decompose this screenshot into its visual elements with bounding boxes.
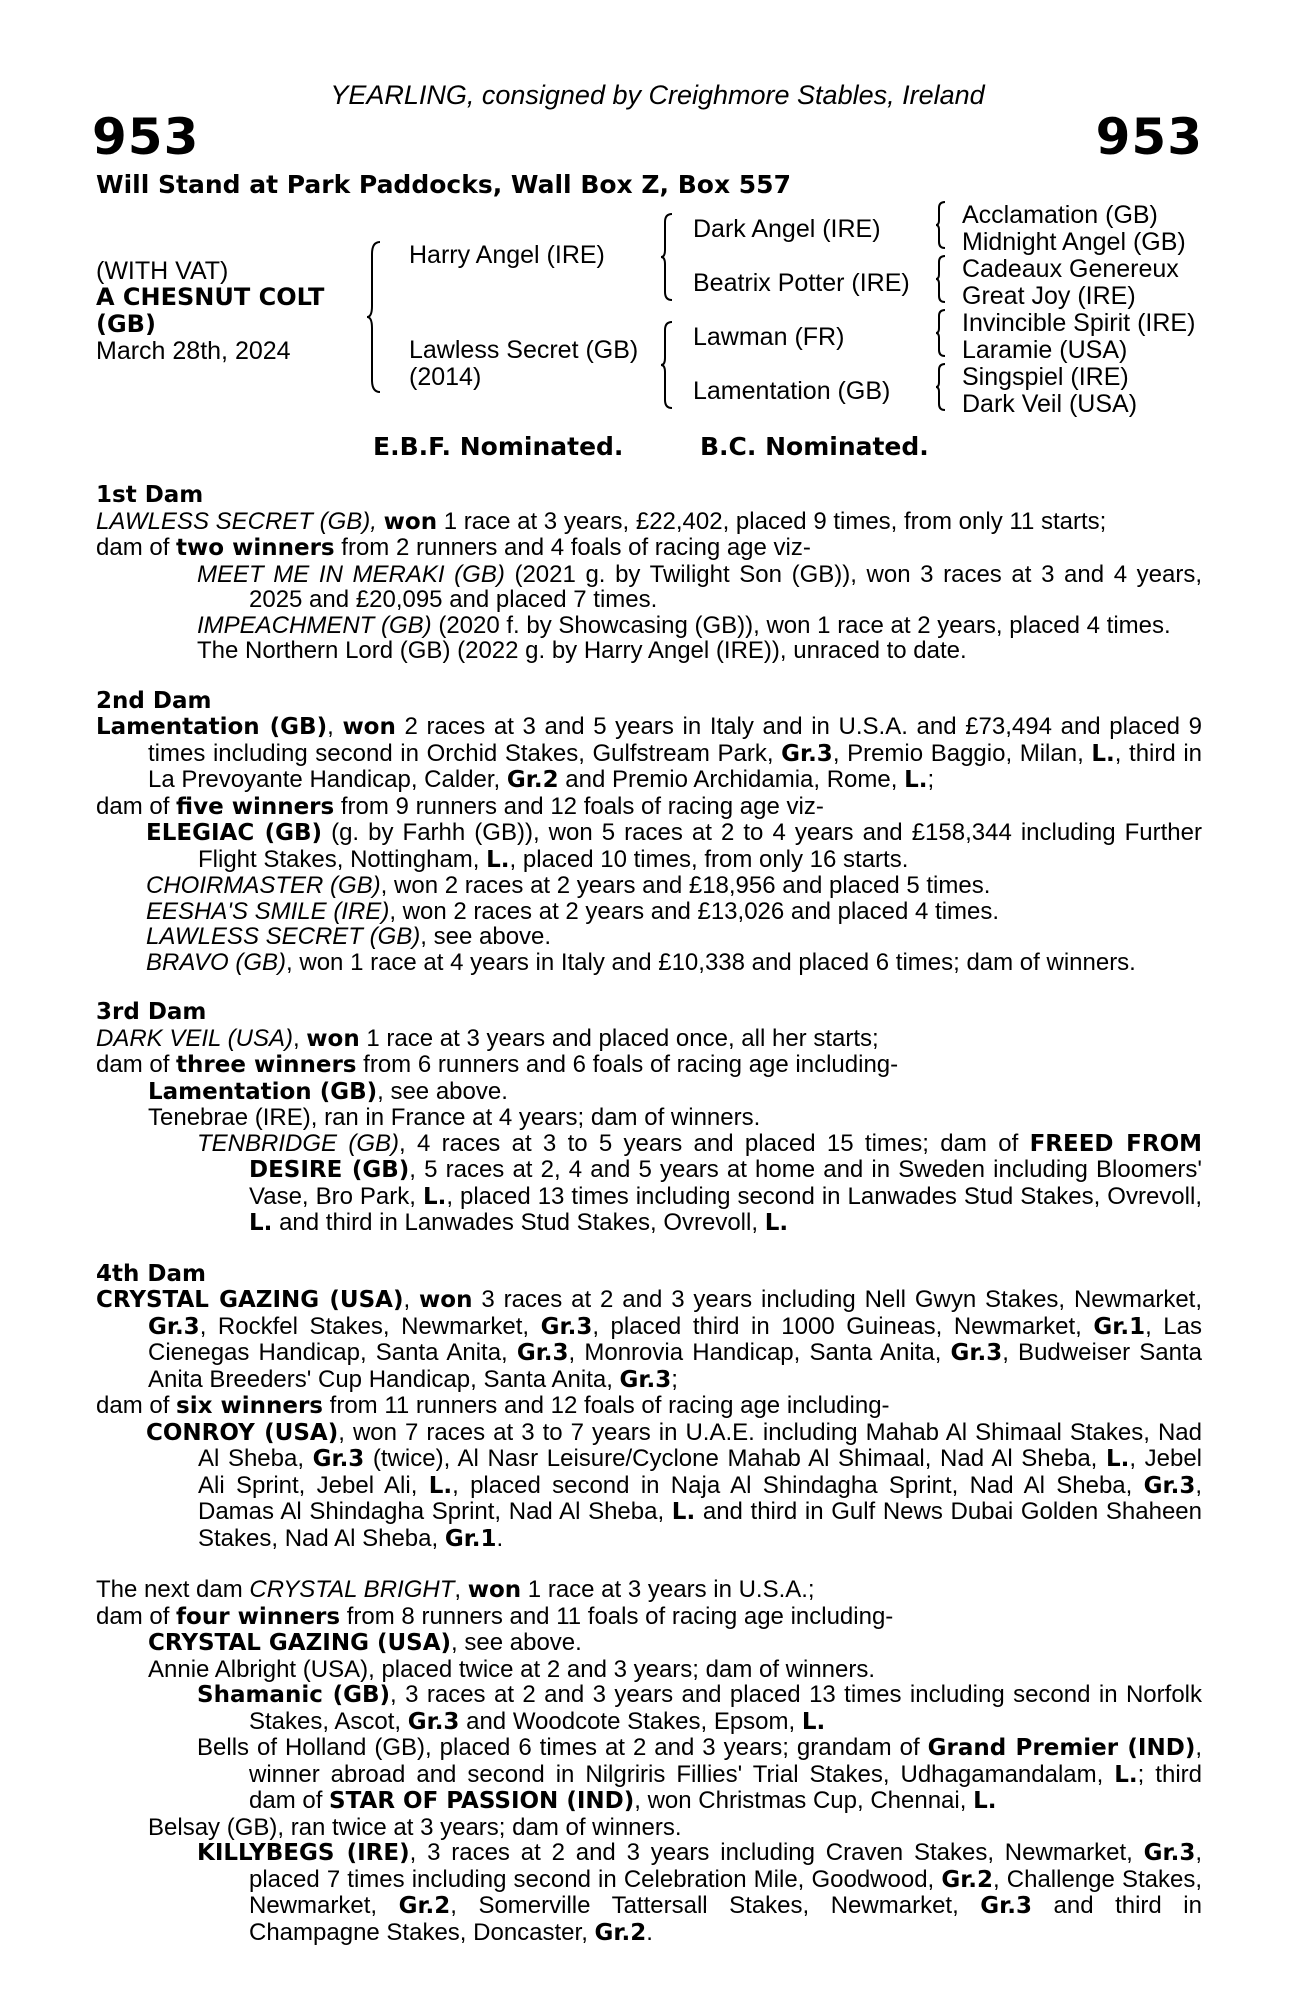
next-offspring-3: Belsay (GB), ran twice at 3 years; dam of winners. [148,1813,682,1841]
next-grandoffspring-1 [96,1682,1202,1735]
offspring-name: MEET ME IN MERAKI (GB) [197,560,505,588]
listed: L. [1091,740,1115,767]
t: , Jebel Ali Sprint, Jebel Ali, [198,1445,1203,1499]
grade: Gr.3 [950,1340,1003,1366]
dam1-record-text: 1 race at 3 years, £22,402, placed 9 times, from only 11 starts; [437,507,1107,535]
dam2-offspring-1 [96,820,1202,873]
listed: L. [764,1210,789,1236]
t: , [292,1024,307,1052]
t: , placed third in 1000 Guineas, Newmarket, [592,1312,1094,1340]
t: (g. by Farhh (GB)), won 5 races at 2 to 4 years and £158,344 including Further Flight Stakes, Nottingham, [198,819,1202,873]
t: The next dam [96,1576,250,1603]
grade: Gr.3 [781,740,833,767]
offspring-record: (2020 f. by Showcasing (GB)), won 1 race at 2 years, placed 4 times. [431,611,1171,639]
dam2-produce [96,794,1202,821]
grandparent-1: Acclamation (GB) [962,201,1158,229]
t: , won 2 races at 2 years and £18,956 and placed 5 times. [380,872,991,899]
dam-records [96,483,1202,1946]
listed: L. [973,1788,997,1814]
t: , Challenge Stakes, Newmarket, [249,1865,1202,1919]
pedigree-brace-g56 [935,308,951,358]
dam3-heading: 3rd Dam [96,999,207,1025]
t: and third in Lanwades Stud Stakes, Ovrevoll, [272,1209,765,1236]
pedigree-brace-sire [660,212,680,302]
dam3-name: DARK VEIL (USA) [96,1024,293,1052]
grade: Gr.1 [1093,1313,1146,1340]
t: ; third dam of [249,1760,1202,1814]
t: , placed 13 times including second in Lanwades Stud Stakes, Ovrevoll, [446,1182,1202,1210]
t: and third in Champagne Stakes, Doncaster, [249,1892,1202,1946]
t: , won 2 races at 2 years and £13,026 and placed 4 times. [389,897,1000,925]
dam3-winners: three winners [176,1052,357,1078]
pedigree-brace-g78 [935,362,951,412]
t: , placed 7 times including second in Celebration Mile, Goodwood, [249,1839,1202,1893]
t: , winner abroad and second in Nilgriris Fillies' Trial Stakes, Udhagamandalam, [249,1734,1203,1788]
next-grandoffspring-2 [96,1735,1202,1815]
t: , 4 races at 3 to 5 years and placed 15 times; dam of [398,1129,1030,1157]
listed: L. [671,1499,696,1525]
next-dam-winners: four winners [176,1603,341,1630]
t: dam of [96,1051,177,1078]
dam1-name: LAWLESS SECRET (GB), [96,507,377,535]
ebf-nominated: E.B.F. Nominated. [373,432,624,461]
t: from 9 runners and 12 foals of racing age viz- [334,792,824,820]
grade: Gr.3 [540,1313,593,1340]
t: and third in Gulf News Dubai Golden Shaheen Stakes, Nad Al Sheba, [198,1498,1202,1552]
dam4-winners: six winners [176,1393,323,1419]
listed: L. [428,1472,453,1499]
grade: Gr.3 [980,1893,1032,1919]
t: , Monrovia Handicap, Santa Anita, [568,1339,951,1366]
bc-nominated: B.C. Nominated. [700,432,929,461]
t: 1 race at 3 years in U.S.A.; [521,1576,815,1603]
lot-number-right: 953 [1095,108,1203,166]
grade: Gr.3 [516,1340,569,1366]
offspring-name: ELEGIAC (GB) [146,820,323,846]
t: , [454,1576,468,1603]
t: 1 race at 3 years and placed once, all her starts; [359,1024,879,1052]
dam1-produce-c: from 2 runners and 4 foals of racing age viz- [334,534,811,561]
grade: Gr.2 [398,1893,451,1919]
dam3-offspring-1 [96,1079,1202,1106]
t: (twice), Al Nasr Leisure/Cyclone Mahab Al Shimaal, Nad Al Sheba, [364,1445,1106,1472]
t: 3 races at 2 and 3 years including Nell Gwyn Stakes, Newmarket, [472,1286,1203,1313]
dam1-offspring-2 [96,613,1202,639]
t: dam of [96,1602,177,1630]
t: , Premio Baggio, Milan, [832,739,1092,767]
pedigree-brace-g34 [935,254,951,304]
dam1-won: won [383,508,438,535]
offspring-name: TENBRIDGE (GB) [197,1129,399,1157]
offspring-name: EESHA'S SMILE (IRE) [146,897,390,925]
offspring-name: CHOIRMASTER (GB) [146,872,381,899]
dam-dam: Lamentation (GB) [693,377,891,405]
next-dam-name: CRYSTAL BRIGHT [249,1576,455,1603]
dam1-winners: two winners [176,535,335,561]
grade: Gr.3 [1143,1472,1196,1499]
dam4-record [96,1287,1202,1393]
t: , placed second in Naja Al Shindagha Sprint, Nad Al Sheba, [452,1471,1144,1499]
offspring-name: CONROY (USA) [146,1419,339,1446]
grade: Gr.2 [594,1919,647,1946]
grade: Gr.3 [619,1366,672,1393]
grandparent-4: Great Joy (IRE) [962,282,1136,310]
t: , see above. [420,923,552,950]
dam3-produce [96,1052,1202,1079]
t: , won 1 race at 4 years in Italy and £10,338 and placed 6 times; dam of winners. [286,948,1136,976]
grade: Gr.2 [941,1866,993,1893]
grade: Gr.3 [312,1446,365,1472]
grade: Gr.3 [148,1313,200,1340]
dam1-offspring-1 [96,562,1202,613]
dam2-offspring-4 [96,924,1202,950]
next-dam-produce [96,1604,1202,1631]
dam2-winners: five winners [176,793,335,820]
t: , third in La Prevoyante Handicap, Calder, [148,739,1203,793]
dam2-name: Lamentation (GB) [96,714,328,740]
grandparent-5: Invincible Spirit (IRE) [962,309,1196,337]
dam2-offspring-2 [96,873,1202,899]
offspring-name: BRAVO (GB) [146,948,287,976]
t: Bells of Holland (GB), placed 6 times at 2 and 3 years; grandam of [197,1734,928,1761]
t: . [496,1524,504,1552]
horse-name-line1: A CHESNUT COLT [96,283,325,311]
t: , placed 10 times, from only 16 starts. [509,845,909,873]
t: dam of [96,1392,177,1419]
grade: Gr.3 [407,1708,460,1735]
next-dam-won: won [467,1577,522,1603]
t: and Premio Archidamia, Rome, [558,766,905,793]
grade: Gr.1 [444,1525,497,1552]
dam4-offspring-1 [96,1420,1202,1553]
dam3-record [96,1026,1202,1053]
t: from 11 runners and 12 foals of racing age including- [322,1392,890,1419]
t: , Las Cienegas Handicap, Santa Anita, [148,1312,1202,1366]
consignor-subtitle: YEARLING, consigned by Creighmore Stables, Ireland [330,80,985,110]
dam3-offspring-2: Tenebrae (IRE), ran in France at 4 years; dam of winners. [148,1104,761,1131]
listed: L. [422,1183,447,1210]
dam-year: (2014) [409,363,482,391]
grandparent-7: Singspiel (IRE) [962,363,1129,391]
vat-note: (WITH VAT) [96,257,229,285]
dam2-won: won [342,714,396,740]
offspring-name: FREED FROM DESIRE (GB) [249,1130,1203,1183]
grandparent-3: Cadeaux Genereux [962,255,1179,283]
dam1-produce [96,535,1202,562]
listed: L. [1114,1761,1138,1788]
dam1-heading: 1st Dam [96,482,204,508]
stand-location: Will Stand at Park Paddocks, Wall Box Z, Box 557 [96,170,791,199]
t: , Budweiser Santa Anita Breeders' Cup Handicap, Santa Anita, [148,1339,1202,1393]
dam-sire: Lawman (FR) [693,323,845,351]
horse-name-line2: (GB) [96,310,156,338]
dam3-won: won [306,1025,360,1052]
t: and Woodcote Stakes, Epsom, [459,1707,802,1735]
dam1-record [96,509,1202,536]
listed: L. [486,846,510,873]
offspring-name: Shamanic (GB) [197,1682,391,1708]
t: , see above. [377,1077,508,1105]
dam4-heading: 4th Dam [96,1260,206,1287]
dam: Lawless Secret (GB) [409,336,639,364]
t: , [403,1286,420,1313]
t: , 3 races at 2 and 3 years including Craven Stakes, Newmarket, [409,1839,1144,1866]
t: from 8 runners and 11 foals of racing age including- [340,1602,894,1630]
dam2-offspring-3 [96,899,1202,925]
t: from 6 runners and 6 foals of racing age including- [356,1051,899,1078]
t: , won 7 races at 3 to 7 years in U.A.E. including Mahab Al Shimaal Stakes, Nad Al Sheba, [198,1418,1202,1472]
sire-sire: Dark Angel (IRE) [693,215,881,243]
foaling-date: March 28th, 2024 [96,337,291,365]
lot-number-left: 953 [92,108,200,166]
dam2-record [96,714,1202,794]
t: , Damas Al Shindagha Sprint, Nad Al Sheba, [198,1471,1202,1525]
sire-dam: Beatrix Potter (IRE) [693,269,910,297]
listed: L. [904,767,928,793]
t: , see above. [451,1629,582,1656]
offspring-name: Grand Premier (IND) [927,1735,1196,1761]
dam4-won: won [419,1287,473,1313]
t: dam of [96,792,177,820]
next-offspring-1 [96,1630,1202,1657]
listed: L. [249,1210,273,1236]
t: , won Christmas Cup, Chennai, [634,1787,974,1814]
t: , [327,713,343,740]
t: ; [927,766,935,793]
grandparent-6: Laramie (USA) [962,336,1128,364]
dam1-offspring-3: The Northern Lord (GB) (2022 g. by Harry Angel (IRE)), unraced to date. [197,637,967,664]
pedigree-brace-g12 [935,200,951,250]
offspring-record: (2021 g. by Twilight Son (GB)), won 3 races at 3 and 4 years, 2025 and £20,095 and placed 7 times. [249,560,1203,613]
grandparent-2: Midnight Angel (GB) [962,228,1186,256]
pedigree-brace-dam [660,320,680,410]
t: , Somerville Tattersall Stakes, Newmarket, [450,1892,981,1919]
t: , Rockfel Stakes, Newmarket, [199,1312,541,1340]
dam1-produce-a: dam of [96,534,177,561]
offspring-name: IMPEACHMENT (GB) [197,611,432,639]
offspring-name: KILLYBEGS (IRE) [197,1840,410,1866]
offspring-name: STAR OF PASSION (IND) [329,1788,635,1814]
t: 2 races at 3 and 5 years in Italy and in U.S.A. and £73,494 and placed 9 times including second in Orchid Stakes, Gulfstream Park, [148,713,1203,767]
listed: L. [801,1708,826,1735]
offspring-name: Lamentation (GB) [148,1078,378,1105]
t: , 5 races at 2, 4 and 5 years at home and in Sweden including Bloomers' Vase, Bro Park, [249,1156,1202,1210]
next-dam-record [96,1577,1202,1604]
grandparent-8: Dark Veil (USA) [962,390,1138,418]
listed: L. [1105,1446,1130,1472]
next-grandoffspring-3 [96,1840,1202,1946]
dam2-heading: 2nd Dam [96,687,212,714]
offspring-name: CRYSTAL GAZING (USA) [148,1630,452,1656]
next-offspring-2: Annie Albright (USA), placed twice at 2 and 3 years; dam of winners. [148,1655,876,1683]
t: ; [671,1365,678,1393]
t: , 3 races at 2 and 3 years and placed 13 times including second in Norfolk Stakes, Ascot, [249,1681,1202,1735]
pedigree-brace-main [366,240,388,395]
dam3-grandoffspring-1 [96,1131,1202,1237]
offspring-name: LAWLESS SECRET (GB) [146,923,421,950]
sire: Harry Angel (IRE) [409,241,605,269]
dam4-name: CRYSTAL GAZING (USA) [96,1287,404,1313]
dam2-offspring-5 [96,950,1202,976]
grade: Gr.2 [506,767,559,793]
grade: Gr.3 [1143,1840,1196,1866]
dam4-produce [96,1393,1202,1420]
t: . [646,1918,653,1946]
